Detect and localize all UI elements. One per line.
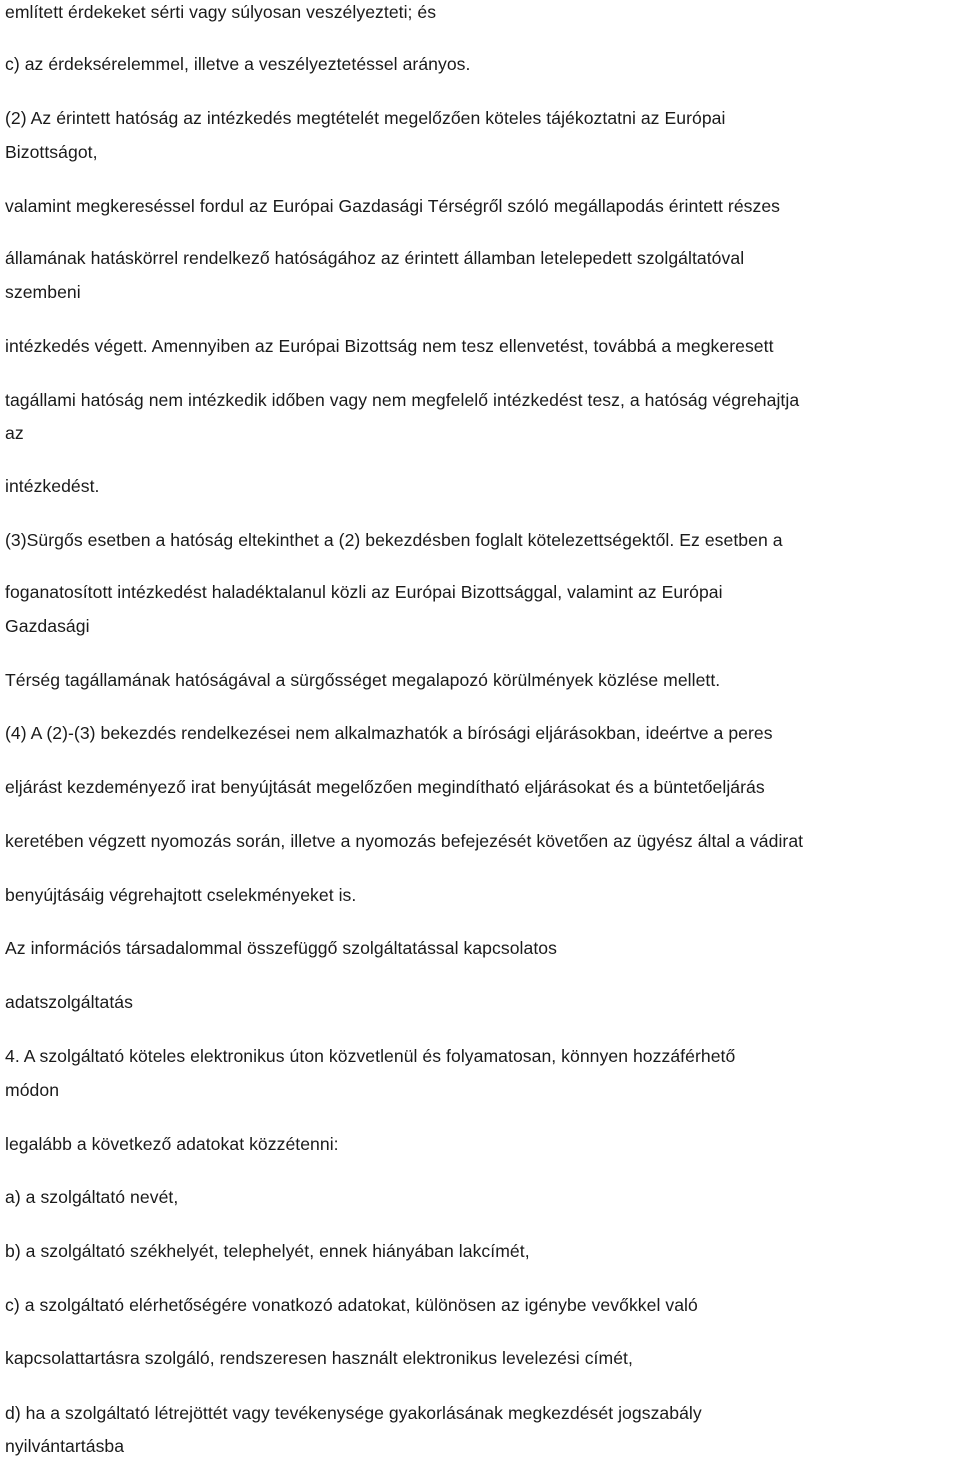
text-line: keretében végzett nyomozás során, illetve a nyomozás befejezését követően az ügyész által a vádirat [5,831,804,851]
text-line: nyilvántartásba [5,1436,125,1456]
text-line: államának hatáskörrel rendelkező hatóságához az érintett államban letelepedett szolgáltatóval [5,248,745,268]
text-line: (3)Sürgős esetben a hatóság eltekinthet a (2) bekezdésben foglalt kötelezettségektől. Ez esetben a [5,530,783,550]
text-line: b) a szolgáltató székhelyét, telephelyét, ennek hiányában lakcímét, [5,1241,530,1261]
text-line: eljárást kezdeményező irat benyújtását megelőzően megindítható eljárásokat és a büntetőeljárás [5,777,765,797]
text-line: valamint megkereséssel fordul az Európai Gazdasági Térségről szóló megállapodás érintett részes [5,196,781,216]
text-line: a) a szolgáltató nevét, [5,1187,179,1207]
text-line: (4) A (2)-(3) bekezdés rendelkezései nem alkalmazhatók a bírósági eljárásokban, ideértve a peres [5,723,773,743]
text-line: legalább a következő adatokat közzétenni: [5,1134,339,1154]
text-line: szembeni [5,282,81,302]
text-line: tagállami hatóság nem intézkedik időben vagy nem megfelelő intézkedést tesz, a hatóság végrehajtja [5,390,800,410]
text-line: c) az érdeksérelemmel, illetve a veszélyeztetéssel arányos. [5,54,471,74]
text-line: az [5,423,24,443]
text-line: benyújtásáig végrehajtott cselekményeket is. [5,885,357,905]
text-line: Térség tagállamának hatóságával a sürgősséget megalapozó körülmények közlése mellett. [5,670,721,690]
text-line: Bizottságot, [5,142,98,162]
text-line: Gazdasági [5,616,90,636]
text-line: (2) Az érintett hatóság az intézkedés megtételét megelőzően köteles tájékoztatni az Európai [5,108,726,128]
text-line: adatszolgáltatás [5,992,133,1012]
text-line: intézkedést. [5,476,100,496]
text-line: említett érdekeket sérti vagy súlyosan veszélyezteti; és [5,2,437,22]
text-line: c) a szolgáltató elérhetőségére vonatkozó adatokat, különösen az igénybe vevőkkel való [5,1295,698,1315]
text-line: 4. A szolgáltató köteles elektronikus úton közvetlenül és folyamatosan, könnyen hozzáférhető [5,1046,736,1066]
text-line: foganatosított intézkedést haladéktalanul közli az Európai Bizottsággal, valamint az Európai [5,582,723,602]
text-line: d) ha a szolgáltató létrejöttét vagy tevékenysége gyakorlásának megkezdését jogszabály [5,1403,702,1423]
text-line: módon [5,1080,60,1100]
text-line: Az információs társadalommal összefüggő szolgáltatással kapcsolatos [5,938,557,958]
text-line: kapcsolattartásra szolgáló, rendszeresen használt elektronikus levelezési címét, [5,1348,633,1368]
text-line: intézkedés végett. Amennyiben az Európai Bizottság nem tesz ellenvetést, továbbá a megkeresett [5,336,774,356]
